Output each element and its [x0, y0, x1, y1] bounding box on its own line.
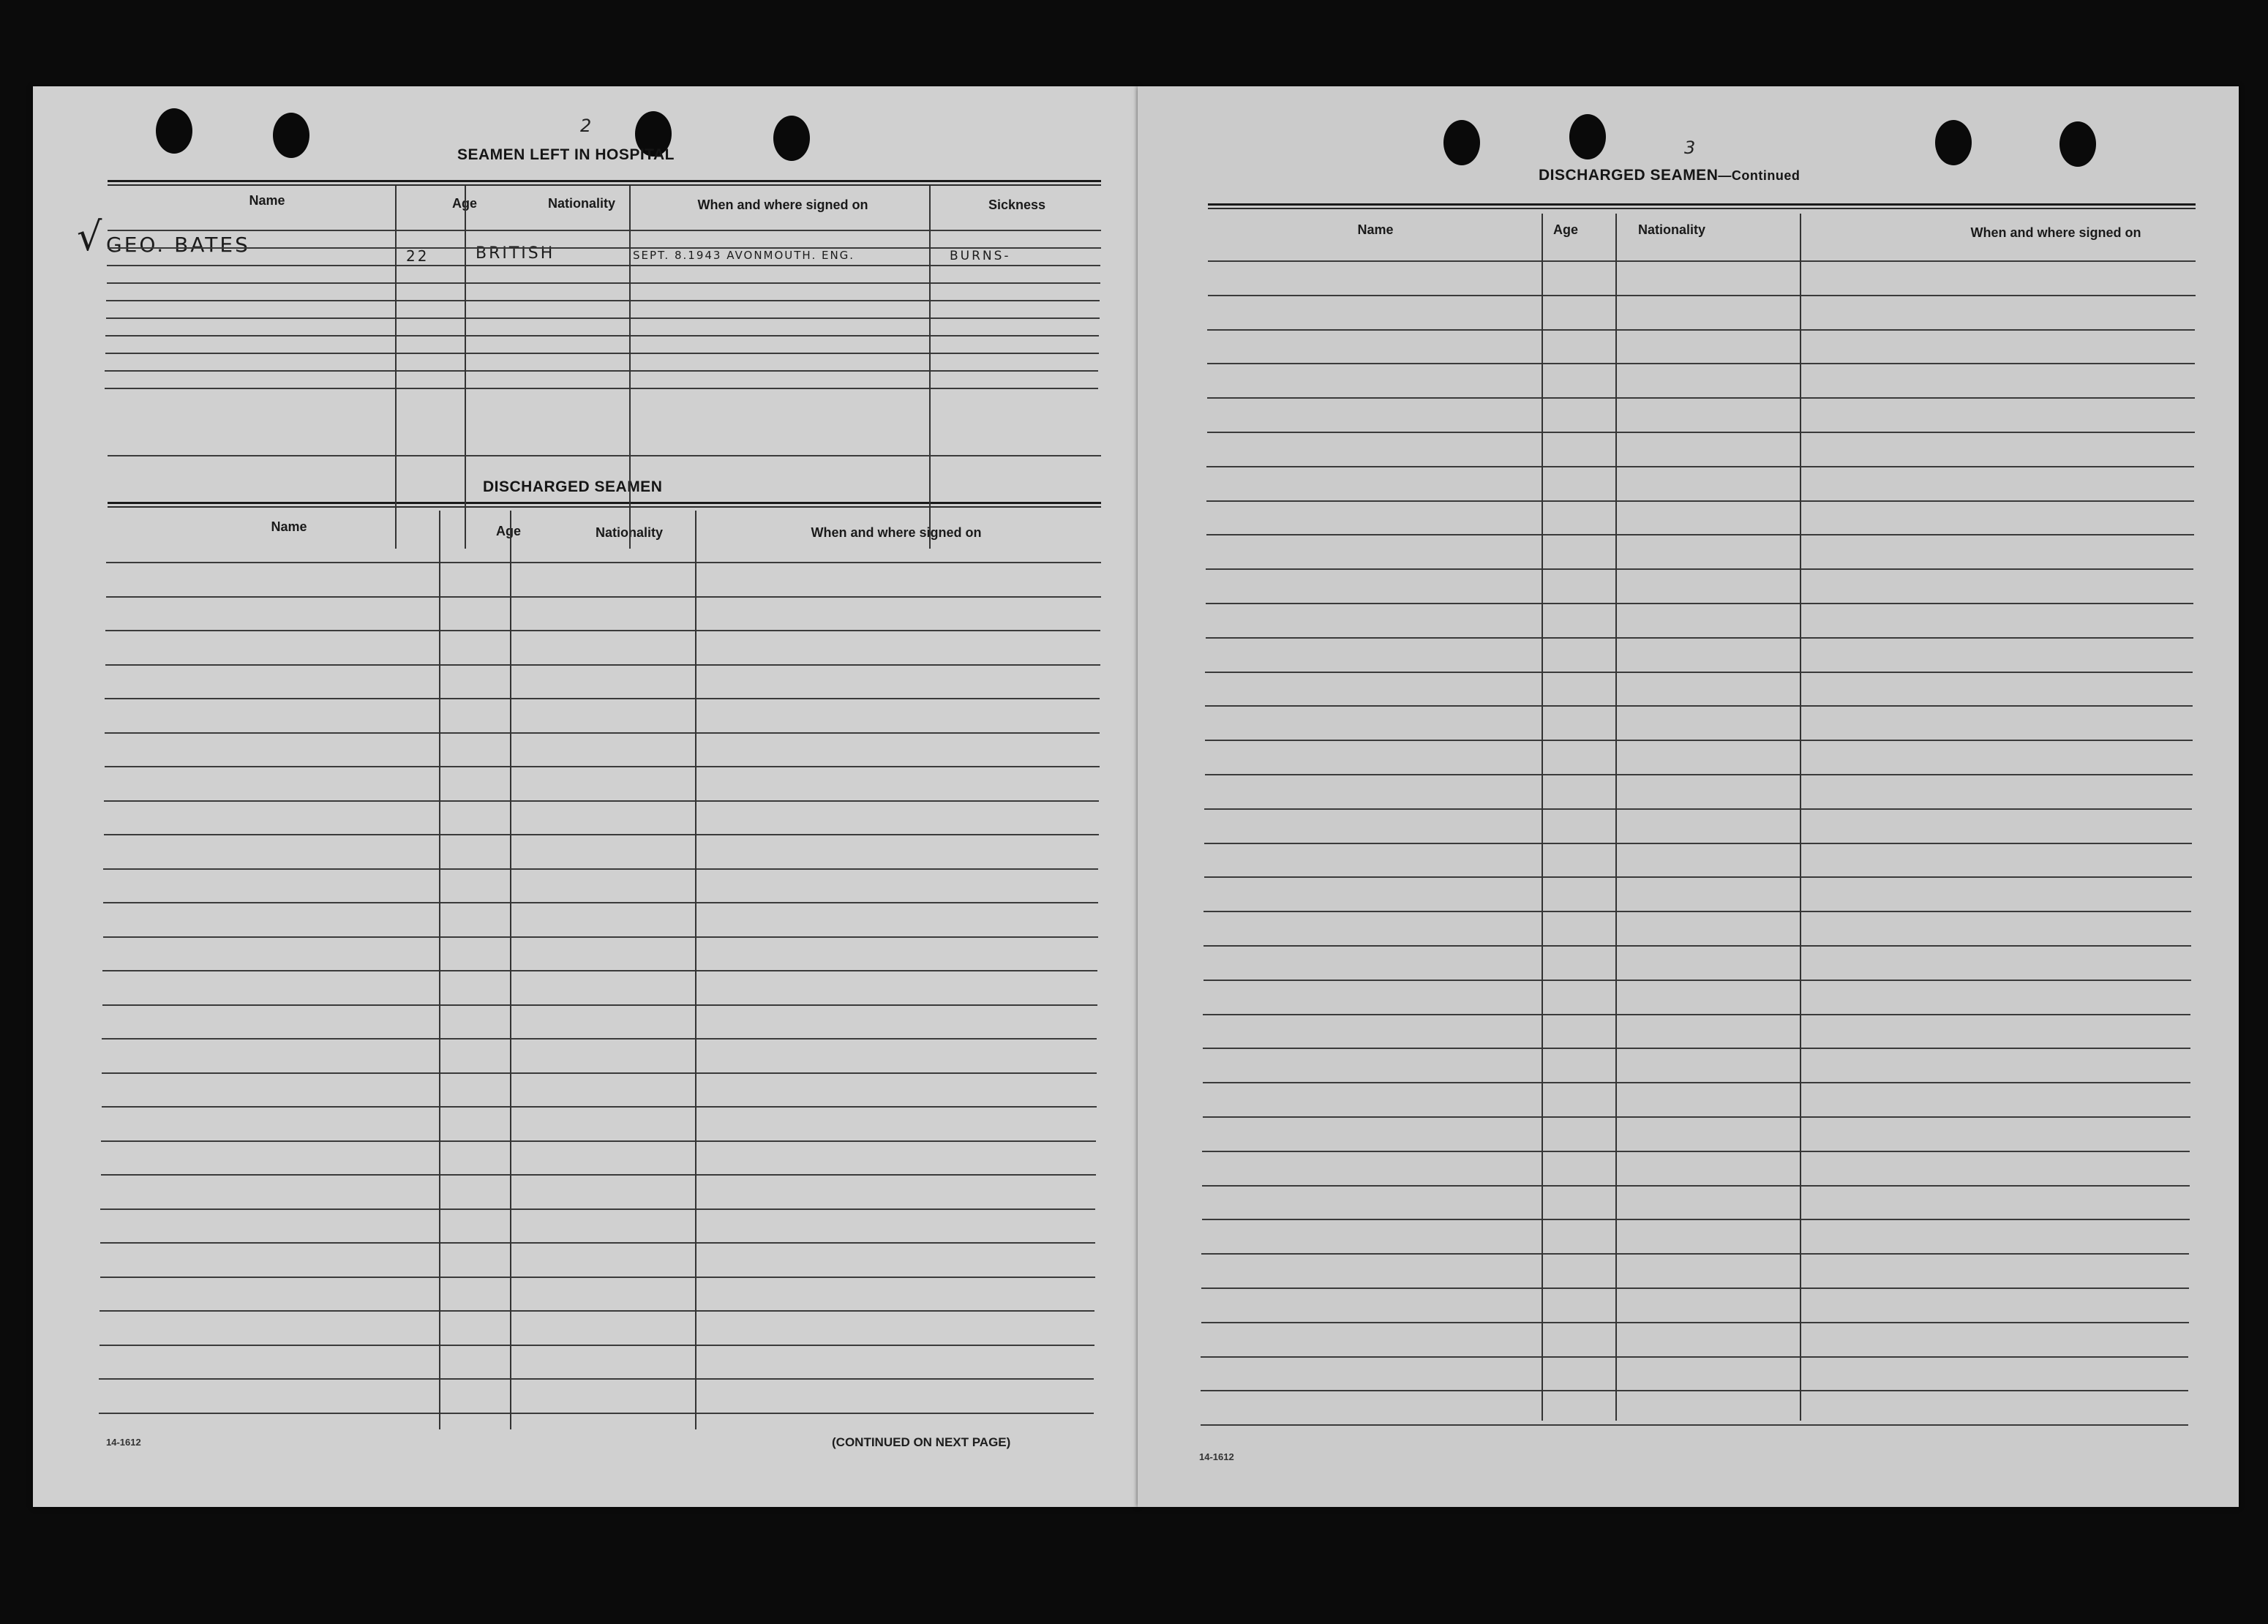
- ruled-line: [1201, 1424, 2188, 1426]
- ruled-line: [108, 455, 1101, 456]
- punch-hole: [773, 116, 810, 161]
- ruled-line: [1206, 500, 2194, 502]
- punch-hole: [273, 113, 309, 158]
- ruled-line: [1204, 945, 2191, 947]
- right-section-title-suffix: —Continued: [1718, 168, 1800, 183]
- entry-name: GEO. BATES: [106, 233, 250, 257]
- punch-hole: [1569, 114, 1606, 159]
- ruled-line: [1206, 568, 2193, 570]
- ruled-line: [108, 230, 1101, 231]
- ruled-line: [1207, 432, 2195, 433]
- ruled-line: [1204, 876, 2192, 878]
- ruled-line: [1201, 1287, 2189, 1289]
- ruled-line: [105, 335, 1099, 337]
- ruled-line: [102, 1106, 1097, 1108]
- ruled-line: [1205, 740, 2193, 741]
- ruled-line: [1201, 1253, 2189, 1255]
- discharged-section-title: DISCHARGED SEAMEN: [483, 478, 663, 495]
- ruled-line: [1201, 1322, 2189, 1323]
- punch-hole: [156, 108, 192, 154]
- ruled-line: [103, 868, 1098, 870]
- ruled-line: [1204, 980, 2191, 981]
- entry-when-where: SEPT. 8.1943 AVONMOUTH. ENG.: [633, 249, 855, 262]
- continued-note: (CONTINUED ON NEXT PAGE): [832, 1435, 1011, 1449]
- hospital-section-title: SEAMEN LEFT IN HOSPITAL: [457, 146, 675, 163]
- ruled-line: [99, 1413, 1094, 1414]
- left-page: [33, 86, 1138, 1507]
- ruled-line: [1205, 672, 2193, 673]
- right-col-when-where: When and where signed on: [1970, 225, 2141, 240]
- discharged-col-when-where: When and where signed on: [811, 525, 982, 540]
- ruled-line: [100, 1242, 1095, 1244]
- ruled-line: [101, 1174, 1096, 1176]
- punch-hole: [2059, 121, 2096, 167]
- ruled-line: [106, 562, 1101, 563]
- ruled-line: [106, 317, 1100, 319]
- ruled-line: [100, 1277, 1095, 1278]
- hospital-top-rule: [108, 180, 1101, 182]
- entry-age: 22: [406, 247, 429, 265]
- ruled-line: [1207, 363, 2195, 364]
- entry-nationality: BRITISH: [476, 244, 555, 263]
- ruled-line: [107, 265, 1100, 266]
- ruled-line: [1202, 1185, 2190, 1187]
- right-page: [1138, 86, 2239, 1507]
- hospital-col-sickness: Sickness: [988, 198, 1046, 212]
- right-top-rule: [1208, 203, 2196, 206]
- column-divider: [395, 186, 397, 549]
- column-divider: [629, 186, 631, 549]
- entry-sickness: BURNS-: [950, 249, 1011, 263]
- right-section-title: [1539, 167, 1800, 184]
- ruled-line: [1206, 534, 2194, 535]
- ruled-line: [1208, 260, 2196, 262]
- discharged-top-rule: [108, 506, 1101, 508]
- column-divider: [1800, 214, 1801, 1421]
- ruled-line: [108, 247, 1101, 249]
- ruled-line: [106, 596, 1101, 598]
- ruled-line: [102, 970, 1097, 971]
- page-number: 3: [1684, 138, 1696, 158]
- ruled-line: [104, 800, 1099, 802]
- ruled-line: [1206, 603, 2193, 604]
- discharged-top-rule: [108, 502, 1101, 504]
- form-code: 14-1612: [106, 1437, 141, 1448]
- ruled-line: [1201, 1356, 2188, 1358]
- column-divider: [465, 186, 466, 549]
- discharged-col-name: Name: [271, 519, 307, 534]
- hospital-col-when-where: When and where signed on: [697, 198, 868, 212]
- discharged-col-nationality: Nationality: [595, 525, 663, 540]
- ruled-line: [99, 1378, 1094, 1380]
- form-code: 14-1612: [1199, 1451, 1234, 1462]
- column-divider: [439, 511, 440, 1429]
- ruled-line: [103, 902, 1098, 903]
- right-section-title-text: DISCHARGED SEAMEN: [1539, 167, 1719, 184]
- column-divider: [510, 511, 511, 1429]
- ruled-line: [1205, 705, 2193, 707]
- ruled-line: [105, 698, 1100, 699]
- right-col-age: Age: [1552, 222, 1578, 237]
- ruled-line: [102, 1004, 1097, 1006]
- ruled-line: [1204, 843, 2192, 844]
- ruled-line: [1206, 637, 2193, 639]
- ruled-line: [107, 282, 1100, 284]
- ruled-line: [1208, 295, 2196, 296]
- discharged-col-age: Age: [495, 524, 521, 538]
- hospital-col-age: Age: [451, 196, 477, 211]
- ruled-line: [1207, 329, 2195, 331]
- ruled-line: [1203, 1014, 2190, 1015]
- ruled-line: [105, 630, 1100, 631]
- ruled-line: [1204, 911, 2191, 912]
- ruled-line: [1205, 774, 2193, 775]
- column-divider: [929, 186, 931, 549]
- ruled-line: [99, 1310, 1094, 1312]
- ruled-line: [1202, 1219, 2190, 1220]
- ruled-line: [101, 1140, 1096, 1142]
- page-number: 2: [580, 116, 592, 136]
- punch-hole: [1443, 120, 1480, 165]
- ruled-line: [105, 353, 1099, 354]
- ruled-line: [1206, 466, 2194, 467]
- ruled-line: [1204, 808, 2192, 810]
- ruled-line: [102, 1072, 1097, 1074]
- check-mark: √: [77, 214, 102, 260]
- ruled-line: [1207, 397, 2195, 399]
- ruled-line: [102, 1038, 1097, 1040]
- ruled-line: [105, 370, 1098, 372]
- ruled-line: [105, 766, 1100, 767]
- column-divider: [1542, 214, 1543, 1421]
- right-col-nationality: Nationality: [1637, 222, 1705, 237]
- ruled-line: [106, 300, 1100, 301]
- ruled-line: [104, 834, 1099, 835]
- ruled-line: [105, 732, 1100, 734]
- right-top-rule: [1208, 208, 2196, 209]
- column-divider: [1615, 214, 1617, 1421]
- column-divider: [695, 511, 696, 1429]
- hospital-col-nationality: Nationality: [547, 196, 615, 211]
- ruled-line: [1203, 1048, 2190, 1049]
- ruled-line: [1202, 1151, 2190, 1152]
- ruled-line: [1203, 1082, 2190, 1083]
- ruled-line: [1201, 1390, 2188, 1391]
- hospital-col-name: Name: [249, 193, 285, 208]
- right-col-name: Name: [1357, 222, 1394, 237]
- punch-hole: [1935, 120, 1972, 165]
- ruled-line: [1203, 1116, 2190, 1118]
- ruled-line: [105, 664, 1100, 666]
- ruled-line: [100, 1208, 1095, 1210]
- ruled-line: [99, 1345, 1094, 1346]
- hospital-top-rule: [108, 184, 1101, 186]
- ruled-line: [103, 936, 1098, 938]
- ruled-line: [105, 388, 1098, 389]
